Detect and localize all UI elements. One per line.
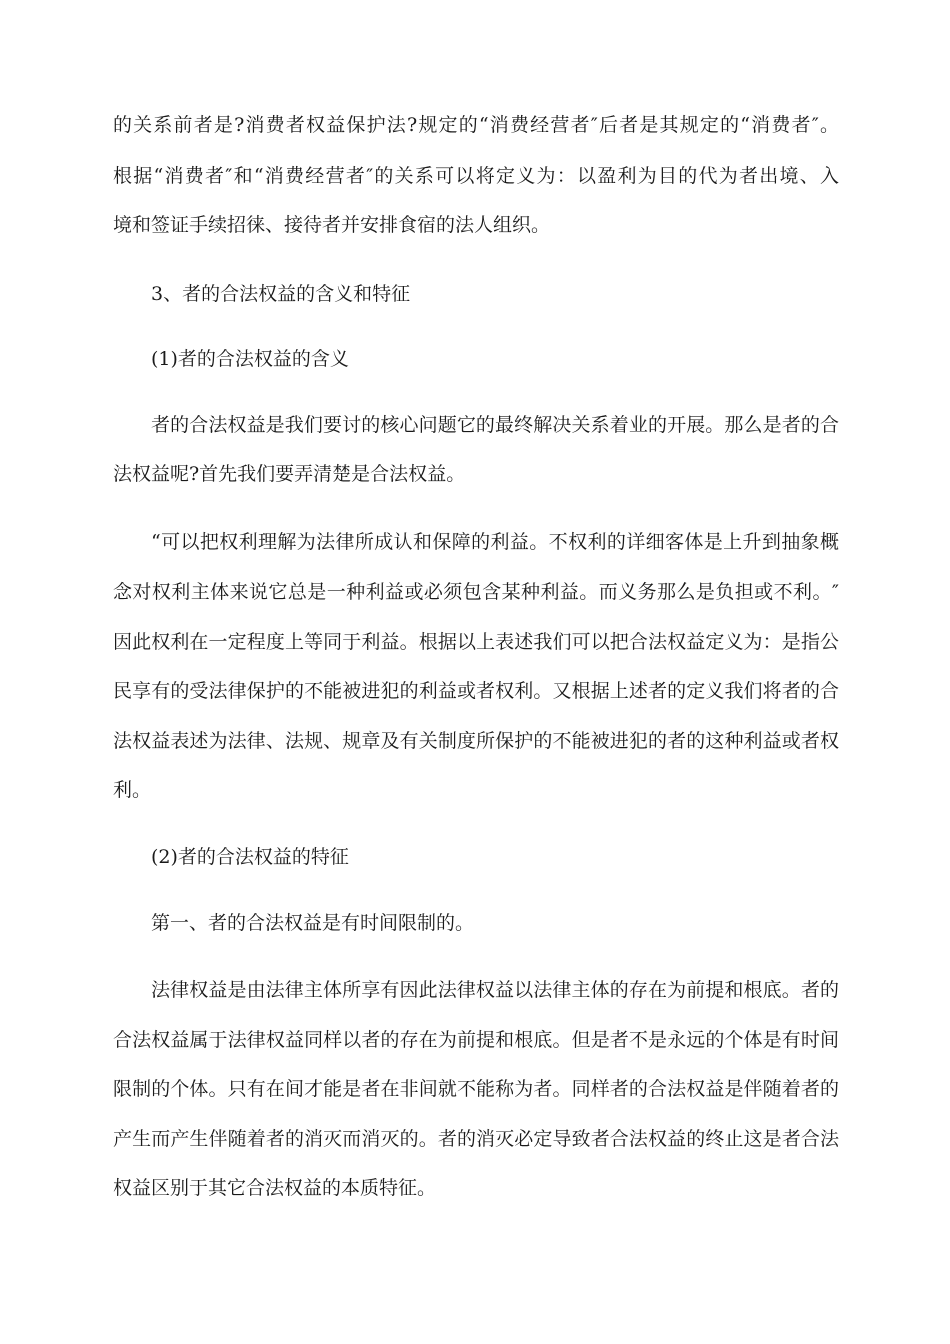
paragraph-line: 念对权利主体来说它总是一种利益或必须包含某种利益。而义务那么是负担或不利。″ <box>113 581 839 603</box>
paragraph-line: 境和签证手续招徕、接待者并安排食宿的法人组织。 <box>113 214 551 236</box>
subsection-heading: (1)者的合法权益的含义 <box>151 348 349 370</box>
paragraph-line: 的关系前者是?消费者权益保护法?规定的“消费经营者″后者是其规定的“消费者″。 <box>113 114 839 136</box>
section-heading: 3、者的合法权益的含义和特征 <box>151 283 411 305</box>
paragraph-line: 法律权益是由法律主体所享有因此法律权益以法律主体的存在为前提和根底。者的 <box>151 979 839 1001</box>
paragraph-line: 法权益表述为法律、法规、规章及有关制度所保护的不能被进犯的者的这种利益或者权 <box>113 730 839 752</box>
subsection-heading: (2)者的合法权益的特征 <box>151 846 349 868</box>
paragraph-line: 者的合法权益是我们要讨的核心问题它的最终解决关系着业的开展。那么是者的合 <box>151 414 839 436</box>
paragraph-line: 第一、者的合法权益是有时间限制的。 <box>151 912 475 934</box>
paragraph-line: 法权益呢?首先我们要弄清楚是合法权益。 <box>113 463 466 485</box>
paragraph-line: “可以把权利理解为法律所成认和保障的利益。不权利的详细客体是上升到抽象概 <box>151 531 839 553</box>
paragraph-line: 因此权利在一定程度上等同于利益。根据以上表述我们可以把合法权益定义为：是指公 <box>113 631 839 653</box>
paragraph-line: 产生而产生伴随着者的消灭而消灭的。者的消灭必定导致者合法权益的终止这是者合法 <box>113 1128 839 1150</box>
paragraph-line: 合法权益属于法律权益同样以者的存在为前提和根底。但是者不是永远的个体是有时间 <box>113 1029 839 1051</box>
paragraph-line: 利。 <box>113 779 152 801</box>
paragraph-line: 根据“消费者″和“消费经营者″的关系可以将定义为：以盈利为目的代为者出境、入 <box>113 165 839 187</box>
paragraph-line: 权益区别于其它合法权益的本质特征。 <box>113 1177 437 1199</box>
paragraph-line: 限制的个体。只有在间才能是者在非间就不能称为者。同样者的合法权益是伴随着者的 <box>113 1078 839 1100</box>
paragraph-line: 民享有的受法律保护的不能被进犯的利益或者权利。又根据上述者的定义我们将者的合 <box>113 680 839 702</box>
